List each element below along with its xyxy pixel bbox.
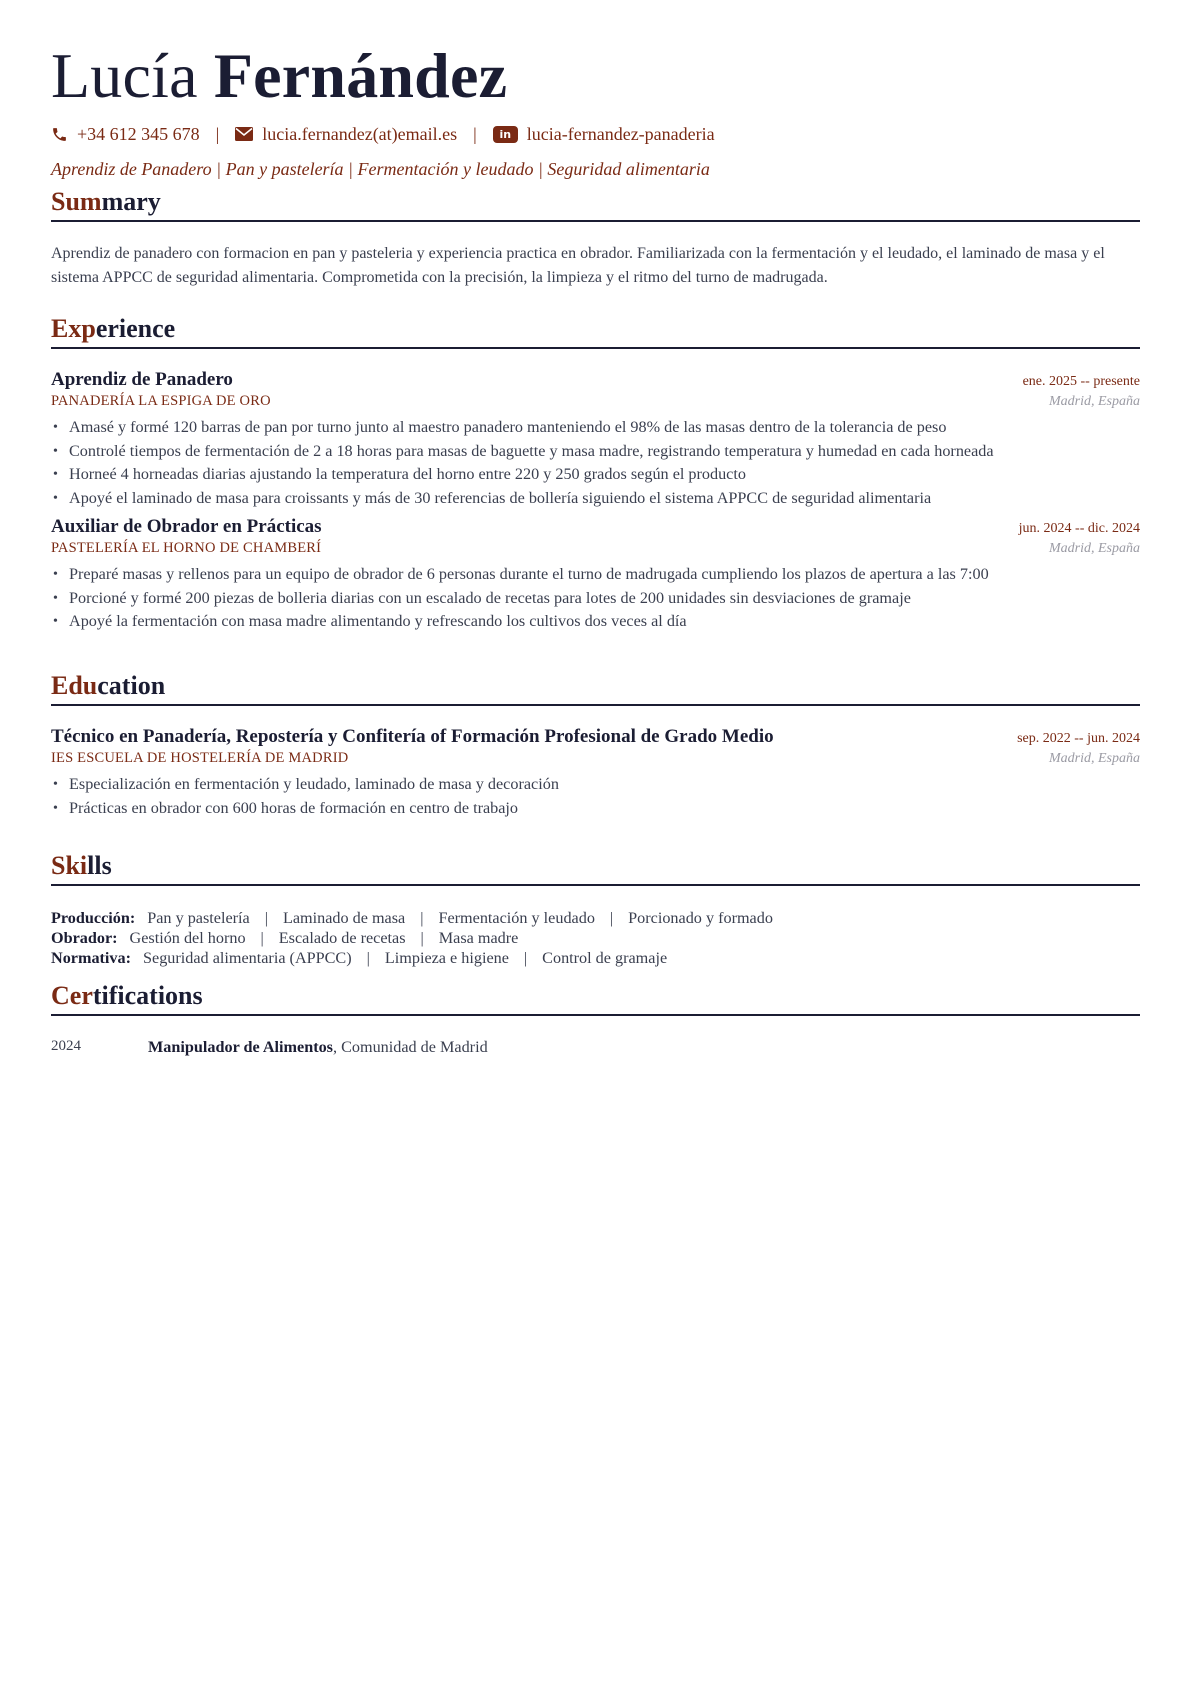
bullet-item: • Controlé tiempos de fermentación de 2 a 18 horas para masas de baguette y masa madre, registrando temperatura y humedad en cada horneada — [51, 440, 1140, 464]
skills-list — [51, 908, 1140, 968]
skill-item: Escalado de recetas — [278, 929, 406, 947]
heading-accent: Cer — [51, 981, 93, 1010]
email-item[interactable] — [235, 124, 457, 145]
job-dates: ene. 2025 -- presente — [1022, 374, 1140, 389]
candidate-name — [51, 38, 1140, 114]
heading-rest: cation — [97, 671, 166, 700]
phone-icon — [51, 126, 68, 143]
skills-section — [51, 850, 1140, 968]
linkedin-item[interactable] — [493, 124, 715, 145]
job-role: Aprendiz de Panadero — [51, 369, 233, 390]
education-section — [51, 670, 1140, 820]
skill-item: Masa madre — [438, 929, 519, 947]
skill-row — [51, 928, 1140, 948]
experience-section — [51, 313, 1140, 634]
certification-issuer: , Comunidad de Madrid — [333, 1038, 488, 1056]
last-name: Fernández — [213, 40, 508, 111]
bullet-item: • Apoyé el laminado de masa para croissants y más de 30 referencias de bollería siguiendo el sistema APPCC de seguridad alimentaria — [51, 487, 1140, 511]
degree-title: Técnico en Panadería, Repostería y Confitería of Formación Profesional de Grado Medio — [51, 726, 774, 747]
contact-separator: | — [215, 123, 220, 144]
skill-row — [51, 948, 1140, 968]
bullet-item: • Apoyé la fermentación con masa madre alimentando y refrescando los cultivos dos veces al día — [51, 610, 1140, 634]
skill-separator: | — [523, 949, 528, 967]
certifications-heading — [51, 980, 1140, 1016]
job-location: Madrid, España — [1049, 541, 1140, 556]
heading-rest: tifications — [92, 981, 203, 1010]
summary-heading — [51, 186, 1140, 222]
job-role: Auxiliar de Obrador en Prácticas — [51, 516, 322, 537]
contact-line — [51, 122, 1140, 146]
skills-heading — [51, 850, 1140, 886]
skill-category: Obrador: — [51, 929, 118, 947]
education-bullets — [51, 773, 1140, 820]
job-bullets — [51, 416, 1140, 510]
skill-separator: | — [260, 929, 264, 947]
job-location: Madrid, España — [1049, 394, 1140, 409]
skill-separator: | — [420, 929, 424, 947]
skill-item: Porcionado y formado — [628, 909, 773, 927]
heading-accent: Sum — [51, 187, 102, 216]
skill-separator: | — [609, 909, 614, 927]
linkedin-handle: lucia-fernandez-panaderia — [526, 123, 715, 144]
bullet-item: • Especialización en fermentación y leudado, laminado de masa y decoración — [51, 773, 1140, 797]
heading-rest: erience — [95, 314, 176, 343]
job-dates: jun. 2024 -- dic. 2024 — [1018, 521, 1140, 536]
bullet-item: • Horneé 4 horneadas diarias ajustando la temperatura del horno entre 220 y 250 grados según el producto — [51, 463, 1140, 487]
education-dates: sep. 2022 -- jun. 2024 — [1017, 731, 1140, 746]
skill-category: Producción: — [51, 909, 136, 927]
skill-category: Normativa: — [51, 949, 132, 967]
job-entry — [51, 369, 1140, 510]
heading-rest: mary — [101, 187, 161, 216]
skill-item: Gestión del horno — [129, 929, 246, 947]
bullet-item: • Amasé y formé 120 barras de pan por turno junto al maestro panadero manteniendo el 98% de las masas dentro de la tolerancia de peso — [51, 416, 1140, 440]
skill-separator: | — [264, 909, 268, 927]
bullet-item: • Porcioné y formé 200 piezas de bolleria diarias con un escalado de recetas para lotes de 200 unidades sin desviaciones de gramaje — [51, 587, 1140, 611]
heading-accent: Exp — [51, 314, 96, 343]
heading-rest: lls — [87, 851, 112, 880]
certification-name: Manipulador de Alimentos — [148, 1038, 333, 1056]
skill-item: Limpieza e higiene — [384, 949, 509, 967]
linkedin-icon: in — [493, 126, 518, 143]
skill-separator: | — [366, 949, 370, 967]
job-entry — [51, 516, 1140, 634]
skill-item: Seguridad alimentaria (APPCC) — [143, 949, 352, 967]
bullet-item: • Prácticas en obrador con 600 horas de formación en centro de trabajo — [51, 797, 1140, 821]
phone-number: +34 612 345 678 — [77, 123, 200, 144]
email-address: lucia.fernandez(at)email.es — [262, 123, 458, 144]
school-location: Madrid, España — [1049, 751, 1140, 766]
certifications-section — [51, 980, 1140, 1057]
education-entry — [51, 726, 1140, 820]
skill-item: Laminado de masa — [282, 909, 406, 927]
education-heading — [51, 670, 1140, 706]
job-company: PANADERÍA LA ESPIGA DE ORO — [51, 393, 271, 409]
job-company: PASTELERÍA EL HORNO DE CHAMBERÍ — [51, 540, 322, 556]
heading-accent: Ski — [51, 851, 88, 880]
school-name: IES ESCUELA DE HOSTELERÍA DE MADRID — [51, 750, 349, 766]
phone-item[interactable] — [51, 124, 200, 145]
experience-heading — [51, 313, 1140, 349]
skill-item: Pan y pastelería — [147, 909, 250, 927]
skill-item: Control de gramaje — [542, 949, 668, 967]
job-bullets — [51, 563, 1140, 634]
skill-row — [51, 908, 1140, 928]
skill-item: Fermentación y leudado — [438, 909, 595, 927]
skill-separator: | — [420, 909, 424, 927]
certification-year: 2024 — [51, 1038, 81, 1054]
summary-section — [51, 186, 1140, 306]
certification-item — [51, 1038, 1140, 1057]
contact-separator: | — [473, 123, 477, 144]
envelope-icon — [235, 127, 253, 141]
bullet-item: • Preparé masas y rellenos para un equipo de obrador de 6 personas durante el turno de madrugada cumpliendo los plazos de apertura a las 7:00 — [51, 563, 1140, 587]
heading-accent: Edu — [51, 671, 98, 700]
summary-text: Aprendiz de panadero con formacion en pan y pasteleria y experiencia practica en obrador. Familiarizada con la fermentación y el leudado, el laminado de masa y el sistema APPCC de seguridad alimentaria. Comprometida con la precisión, la limpieza y el ritmo del turno de madrugada. — [51, 245, 1105, 286]
tagline: Aprendiz de Panadero | Pan y pastelería | Fermentación y leudado | Seguridad alimentaria — [51, 159, 710, 179]
first-name: Lucía — [51, 40, 198, 111]
